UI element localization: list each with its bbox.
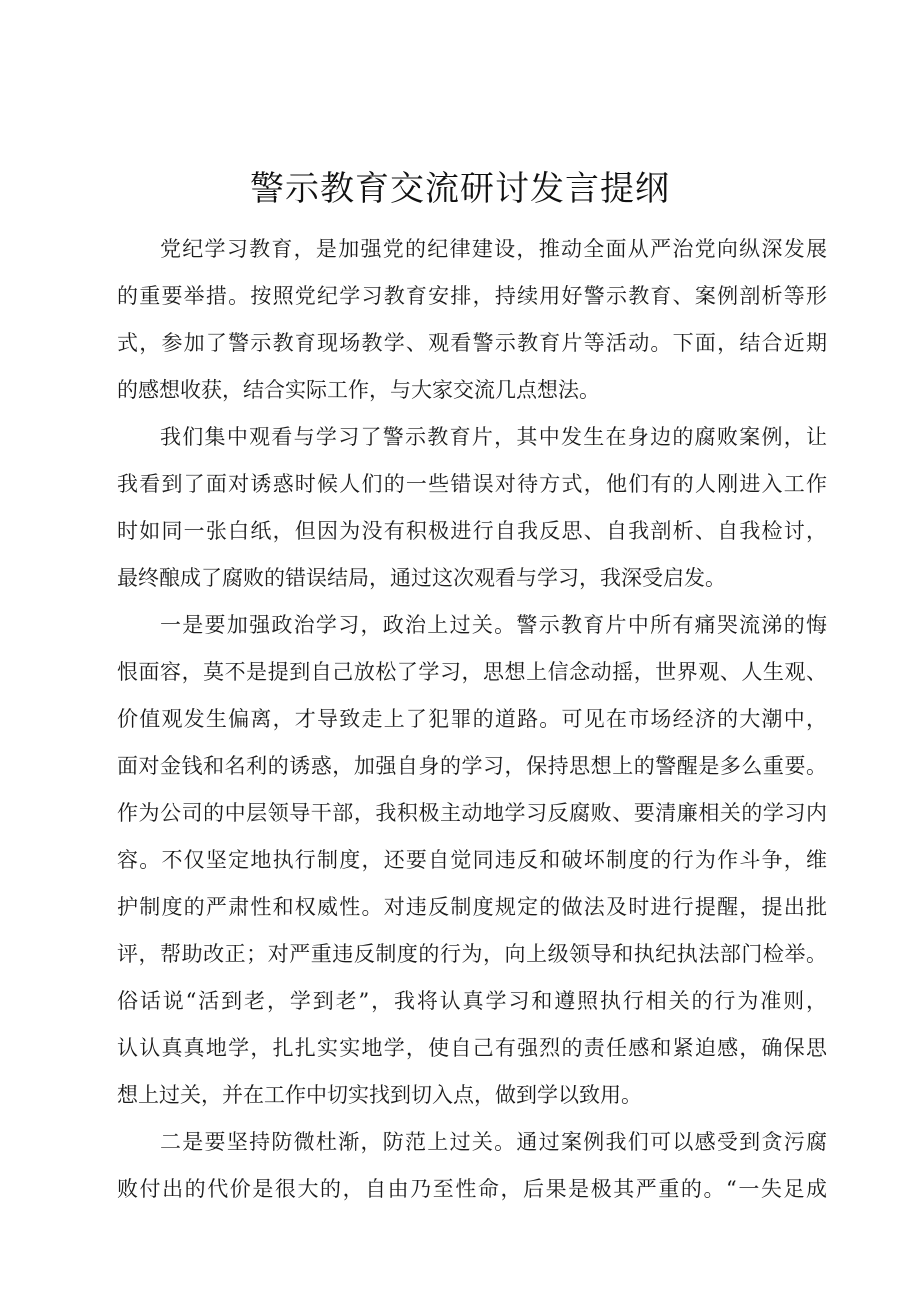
text-line: 二是要坚持防微杜渐，防范上过关。通过案例我们可以感受到贪污腐 — [160, 1130, 827, 1154]
paragraph — [117, 414, 827, 602]
text-line: 一是要加强政治学习，政治上过关。警示教育片中所有痛哭流涕的悔 — [160, 613, 827, 637]
text-line: 恨面容，莫不是提到自己放松了学习，思想上信念动摇，世界观、人生观、 — [117, 660, 827, 684]
text-line: 最终酿成了腐败的错误结局，通过这次观看与学习，我深受启发。 — [117, 566, 726, 590]
text-line: 我看到了面对诱惑时候人们的一些错误对待方式，他们有的人刚进入工作 — [117, 472, 827, 496]
document-title: 警示教育交流研讨发言提纲 — [250, 169, 670, 209]
text-line: 容。不仅坚定地执行制度，还要自觉同违反和破坏制度的行为作斗争，维 — [117, 848, 827, 872]
paragraph — [117, 602, 827, 1119]
text-line: 护制度的严肃性和权威性。对违反制度规定的做法及时进行提醒，提出批 — [117, 895, 827, 919]
paragraph — [117, 1119, 827, 1213]
text-line: 我们集中观看与学习了警示教育片，其中发生在身边的腐败案例，让 — [160, 425, 827, 449]
text-line: 面对金钱和名利的诱惑，加强自身的学习，保持思想上的警醒是多么重要。 — [117, 754, 827, 778]
text-line: 败付出的代价是很大的，自由乃至性命，后果是极其严重的。“一失足成 — [117, 1177, 827, 1201]
text-line: 的重要举措。按照党纪学习教育安排，持续用好警示教育、案例剖析等形 — [117, 284, 827, 308]
text-line: 俗话说“活到老，学到老”，我将认真学习和遵照执行相关的行为准则， — [117, 989, 827, 1013]
text-line: 的感想收获，结合实际工作，与大家交流几点想法。 — [117, 378, 600, 402]
text-line: 认认真真地学，扎扎实实地学，使自己有强烈的责任感和紧迫感，确保思 — [117, 1036, 827, 1060]
document-body — [117, 226, 827, 1213]
paragraph — [117, 226, 827, 414]
text-line: 价值观发生偏离，才导致走上了犯罪的道路。可见在市场经济的大潮中， — [117, 707, 827, 731]
text-line: 时如同一张白纸，但因为没有积极进行自我反思、自我剖析、自我检讨， — [117, 519, 827, 543]
text-line: 党纪学习教育，是加强党的纪律建设，推动全面从严治党向纵深发展 — [160, 237, 827, 261]
text-line: 评，帮助改正；对严重违反制度的行为，向上级领导和执纪执法部门检举。 — [117, 942, 827, 966]
text-line: 作为公司的中层领导干部，我积极主动地学习反腐败、要清廉相关的学习内 — [117, 801, 827, 825]
text-line: 式，参加了警示教育现场教学、观看警示教育片等活动。下面，结合近期 — [117, 331, 827, 355]
text-line: 想上过关，并在工作中切实找到切入点，做到学以致用。 — [117, 1083, 642, 1107]
